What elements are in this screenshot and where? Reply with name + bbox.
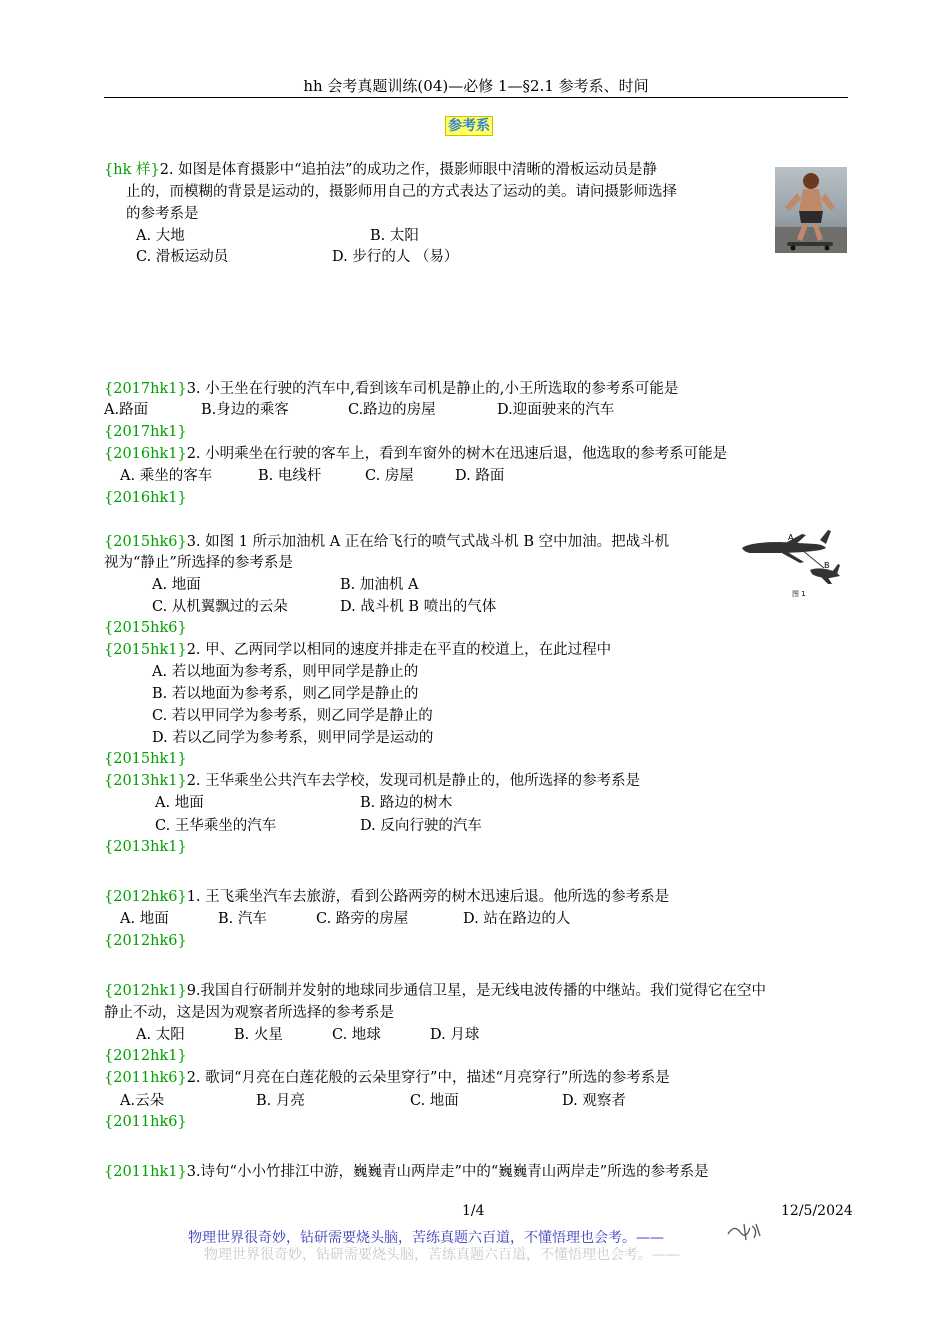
option-a: A. 地面 (152, 577, 201, 593)
option-d: D. 战斗机 B 喷出的气体 (340, 599, 497, 615)
question-text: 2. 歌词“月亮在白莲花般的云朵里穿行”中，描述“月亮穿行”所选的参考系是 (186, 1070, 670, 1086)
option-a: A. 地面 (120, 911, 169, 927)
option-d: D. 路面 (455, 468, 505, 484)
question-3 (104, 443, 727, 465)
option-b: B. 若以地面为参考系，则乙同学是静止的 (152, 686, 419, 702)
source-tag: {2015hk1} (104, 642, 187, 658)
source-tag: {2012hk1} (104, 983, 187, 999)
signature-mark (724, 1220, 764, 1244)
source-tag-end: {2013hk1} (104, 839, 187, 855)
question-text: 9.我国自行研制并发射的地球同步通信卫星，是无线电波传播的中继站。我们觉得它在空中 (186, 983, 767, 999)
option-d: D. 月球 (430, 1027, 480, 1043)
source-tag: {2011hk6} (104, 1070, 187, 1086)
label-b: B (824, 561, 830, 570)
question-7 (104, 886, 669, 908)
option-b: B. 汽车 (218, 911, 267, 927)
option-c: C. 路旁的房屋 (316, 911, 409, 927)
question-4-line-2: 视为“静止”所选择的参考系是 (104, 555, 293, 571)
question-8 (104, 980, 766, 1002)
option-c: C. 滑板运动员 (136, 249, 229, 265)
option-b: B. 太阳 (370, 228, 419, 244)
page-number: 1/4 (462, 1203, 485, 1219)
source-tag-end: {2015hk6} (104, 620, 187, 636)
question-text: 3. 小王坐在行驶的汽车中,看到该车司机是静止的,小王所选取的参考系可能是 (186, 381, 679, 397)
question-4 (104, 531, 669, 553)
option-b: B. 加油机 A (340, 577, 419, 593)
source-tag: {2017hk1} (104, 381, 187, 397)
option-b: B.身边的乘客 (201, 402, 289, 418)
question-text: 3.诗句“小小竹排江中游，巍巍青山两岸走”中的“巍巍青山两岸走”所选的参考系是 (186, 1164, 709, 1180)
source-tag: {hk 样} (104, 162, 160, 178)
source-tag: {2013hk1} (104, 773, 187, 789)
option-a: A.路面 (104, 402, 149, 418)
section-title: 参考系 (445, 116, 493, 136)
option-c: C. 房屋 (365, 468, 414, 484)
source-tag: {2015hk6} (104, 534, 187, 550)
skateboarder-photo (775, 167, 847, 253)
option-b: B. 月亮 (256, 1093, 305, 1109)
option-b: B. 电线杆 (258, 468, 322, 484)
source-tag-end: {2017hk1} (104, 424, 187, 440)
option-d: D. 步行的人 （易） (332, 249, 459, 265)
footer-motto: 物理世界很奇妙，钻研需要烧头脑，苦练真题六百道，不懂悟理也会考。—— (188, 1230, 664, 1246)
option-b: B. 火星 (234, 1027, 283, 1043)
page-header: hh 会考真题训练(04)—必修 1—§2.1 参考系、时间 (104, 76, 848, 98)
source-tag: {2011hk1} (104, 1164, 187, 1180)
question-text: 2. 小明乘坐在行驶的客车上，看到车窗外的树木在迅速后退，他选取的参考系可能是 (186, 446, 728, 462)
source-tag: {2016hk1} (104, 446, 187, 462)
label-a: A (788, 533, 794, 542)
question-8-line-2: 静止不动，这是因为观察者所选择的参考系是 (104, 1005, 394, 1021)
question-1-line-2: 止的，而模糊的背景是运动的，摄影师用自己的方式表达了运动的美。请问摄影师选择 (126, 184, 677, 200)
source-tag-end: {2012hk1} (104, 1048, 187, 1064)
option-a: A. 太阳 (136, 1027, 185, 1043)
option-a: A. 大地 (136, 228, 185, 244)
option-c: C. 地球 (332, 1027, 381, 1043)
option-a: A. 地面 (155, 795, 204, 811)
question-10 (104, 1161, 709, 1183)
option-c: C. 从机翼飘过的云朵 (152, 599, 288, 615)
question-9 (104, 1067, 670, 1089)
option-d: D. 站在路边的人 (463, 911, 571, 927)
option-c: C. 王华乘坐的汽车 (155, 818, 277, 834)
source-tag-end: {2015hk1} (104, 751, 187, 767)
option-a: A. 若以地面为参考系，则甲同学是静止的 (152, 664, 419, 680)
source-tag-end: {2011hk6} (104, 1114, 187, 1130)
option-d: D. 观察者 (562, 1093, 626, 1109)
option-c: C. 若以甲同学为参考系，则乙同学是静止的 (152, 708, 433, 724)
source-tag-end: {2016hk1} (104, 490, 187, 506)
option-d: D. 反向行驶的汽车 (360, 818, 482, 834)
question-5 (104, 639, 611, 661)
question-text: 2. 王华乘坐公共汽车去学校，发现司机是静止的，他所选择的参考系是 (186, 773, 641, 789)
option-b: B. 路边的树木 (360, 795, 453, 811)
option-a: A.云朵 (120, 1093, 165, 1109)
question-text: 1. 王飞乘坐汽车去旅游，看到公路两旁的树木迅速后退。他所选的参考系是 (186, 889, 670, 905)
question-text: 2. 如图是体育摄影中“追拍法”的成功之作，摄影师眼中清晰的滑板运动员是静 (159, 162, 657, 178)
figure-caption: 图 1 (792, 590, 806, 598)
option-d: D. 若以乙同学为参考系，则甲同学是运动的 (152, 730, 434, 746)
option-c: C.路边的房屋 (348, 402, 436, 418)
question-text: 3. 如图 1 所示加油机 A 正在给飞行的喷气式战斗机 B 空中加油。把战斗机 (186, 534, 670, 550)
source-tag: {2012hk6} (104, 889, 187, 905)
option-d: D.迎面驶来的汽车 (497, 402, 615, 418)
question-1 (104, 159, 657, 181)
option-a: A. 乘坐的客车 (120, 468, 213, 484)
question-text: 2. 甲、乙两同学以相同的速度并排走在平直的校道上，在此过程中 (186, 642, 612, 658)
footer-date: 12/5/2024 (781, 1203, 853, 1219)
question-1-line-3: 的参考系是 (126, 206, 199, 222)
refueling-figure (740, 528, 845, 600)
question-2 (104, 378, 678, 400)
question-6 (104, 770, 640, 792)
option-c: C. 地面 (410, 1093, 459, 1109)
source-tag-end: {2012hk6} (104, 933, 187, 949)
footer-motto-shadow: 物理世界很奇妙，钻研需要烧头脑，苦练真题六百道，不懂悟理也会考。—— (204, 1247, 680, 1263)
